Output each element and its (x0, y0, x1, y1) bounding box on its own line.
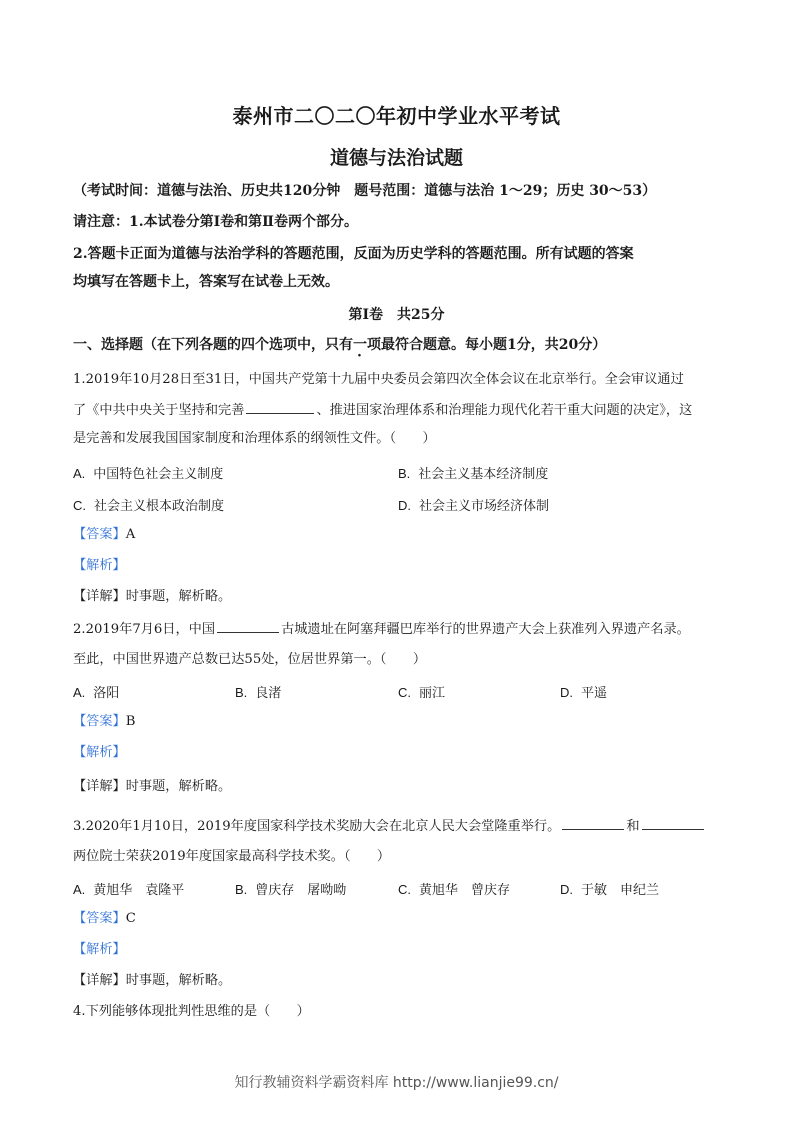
q1-stem-line3: 是完善和发展我国国家制度和治理体系的纲领性文件。（ ） (73, 431, 436, 446)
q1-option-b (398, 463, 548, 482)
q2-detail (73, 778, 733, 796)
q2-analysis-tag: 【解析】 (73, 745, 126, 760)
notice-2a: 2.答题卡正面为道德与法治学科的答题范围，反面为历史学科的答题范围。所有试题的答案 (73, 246, 634, 262)
section-heading-post: 项最符合题意。每小题1分，共20分） (367, 337, 607, 353)
option-text: 黄旭华 袁隆平 (93, 883, 185, 898)
option-text: 于敏 申纪兰 (581, 883, 660, 898)
q2-stem-part-a: 2.2019年7月6日，中国 (73, 622, 216, 637)
notice-2b: 均填写在答题卡上，答案写在试卷上无效。 (73, 274, 339, 290)
q2-option-c (398, 682, 445, 701)
answer-tag: 【答案】 (73, 911, 126, 926)
option-label: B. (235, 882, 248, 897)
q2-answer (73, 713, 733, 731)
q4-stem: 4.下列能够体现批判性思维的是（ ） (73, 1004, 310, 1019)
option-label: D. (398, 498, 411, 513)
option-text: 社会主义根本政治制度 (94, 499, 225, 514)
detail-text: 时事题，解析略。 (125, 589, 232, 604)
q3-blank-2 (642, 817, 704, 830)
option-label: C. (73, 498, 86, 513)
emphasis-dot-char: 一 (353, 337, 367, 353)
q1-stem-part-b: 、推进国家治理体系和治理能力现代化若干重大问题的决定》，这 (316, 403, 693, 418)
answer-tag: 【答案】 (73, 714, 126, 729)
option-text: 中国特色社会主义制度 (93, 467, 224, 482)
q1-stem-line2 (73, 401, 733, 420)
answer-tag: 【答案】 (73, 527, 126, 542)
q3-stem-part-a: 3.2020年1月10日，2019年度国家科学技术奖励大会在北京人民大会堂隆重举行。 (73, 819, 561, 834)
q2-option-b (235, 682, 281, 701)
detail-tag: 【详解】 (73, 589, 126, 604)
option-text: 良渚 (255, 686, 282, 701)
q2-stem-part-b: 古城遗址在阿塞拜疆巴库举行的世界遗产大会上获准列入界遗产名录。 (281, 622, 690, 637)
q2-blank (217, 620, 279, 633)
q1-option-d (398, 495, 549, 514)
q3-option-d (560, 879, 659, 898)
q3-stem-part-b: 和 (626, 819, 640, 834)
detail-text: 时事题，解析略。 (125, 779, 232, 794)
option-text: 社会主义基本经济制度 (418, 467, 549, 482)
option-text: 曾庆存 屠呦呦 (255, 883, 347, 898)
volume-heading: 第Ⅰ卷 共25分 (348, 307, 445, 323)
q1-stem-part-a: 了《中共中央关于坚持和完善 (73, 403, 245, 418)
q1-detail (73, 588, 733, 606)
option-label: D. (560, 685, 573, 700)
q3-stem-line1 (73, 817, 733, 836)
q3-blank-1 (562, 817, 624, 830)
q1-option-a (73, 463, 223, 482)
q3-analysis-tag: 【解析】 (73, 942, 126, 957)
footer-watermark: 知行教辅资料学霸资料库 http://www.lianjie99.cn/ (234, 1075, 559, 1091)
option-label: B. (398, 466, 411, 481)
exam-info: （考试时间：道德与法治、历史共120分钟 题号范围：道德与法治 1～29；历史 30～53） (73, 183, 657, 199)
detail-tag: 【详解】 (73, 973, 126, 988)
detail-tag: 【详解】 (73, 779, 126, 794)
q3-stem-line2: 两位院士荣获2019年度国家最高科学技术奖。（ ） (73, 849, 391, 864)
option-text: 洛阳 (93, 686, 120, 701)
q1-option-c (73, 495, 224, 514)
q1-answer (73, 526, 733, 544)
q1-blank (246, 401, 314, 414)
detail-text: 时事题，解析略。 (125, 973, 232, 988)
q2-stem-line1 (73, 620, 733, 639)
section-heading (73, 336, 733, 354)
notice-1: 请注意：1.本试卷分第Ⅰ卷和第Ⅱ卷两个部分。 (73, 214, 358, 230)
q3-option-b (235, 879, 346, 898)
q2-option-a (73, 682, 119, 701)
q3-answer (73, 910, 733, 928)
option-text: 社会主义市场经济体制 (419, 499, 550, 514)
q2-option-d (560, 682, 607, 701)
answer-value: B (125, 714, 136, 729)
q3-option-a (73, 879, 184, 898)
section-heading-pre: 一、选择题（在下列各题的四个选项中，只有 (73, 337, 353, 353)
option-label: C. (398, 882, 411, 897)
option-label: C. (398, 685, 411, 700)
option-text: 丽江 (419, 686, 446, 701)
option-label: D. (560, 882, 573, 897)
exam-subtitle: 道德与法治试题 (329, 147, 463, 169)
q2-stem-line2: 至此，中国世界遗产总数已达55处，位居世界第一。（ ） (73, 652, 427, 667)
option-label: A. (73, 466, 86, 481)
option-label: A. (73, 685, 86, 700)
q1-analysis-tag: 【解析】 (73, 558, 126, 573)
q3-detail (73, 972, 733, 990)
option-label: A. (73, 882, 86, 897)
answer-value: A (125, 527, 136, 542)
exam-title: 泰州市二〇二〇年初中学业水平考试 (232, 104, 561, 128)
answer-value: C (125, 911, 136, 926)
option-label: B. (235, 685, 248, 700)
option-text: 平遥 (581, 686, 608, 701)
q1-stem-line1: 1.2019年10月28日至31日，中国共产党第十九届中央委员会第四次全体会议在北京举行。全会审议通过 (73, 372, 684, 387)
q3-option-c (398, 879, 510, 898)
option-text: 黄旭华 曾庆存 (419, 883, 511, 898)
